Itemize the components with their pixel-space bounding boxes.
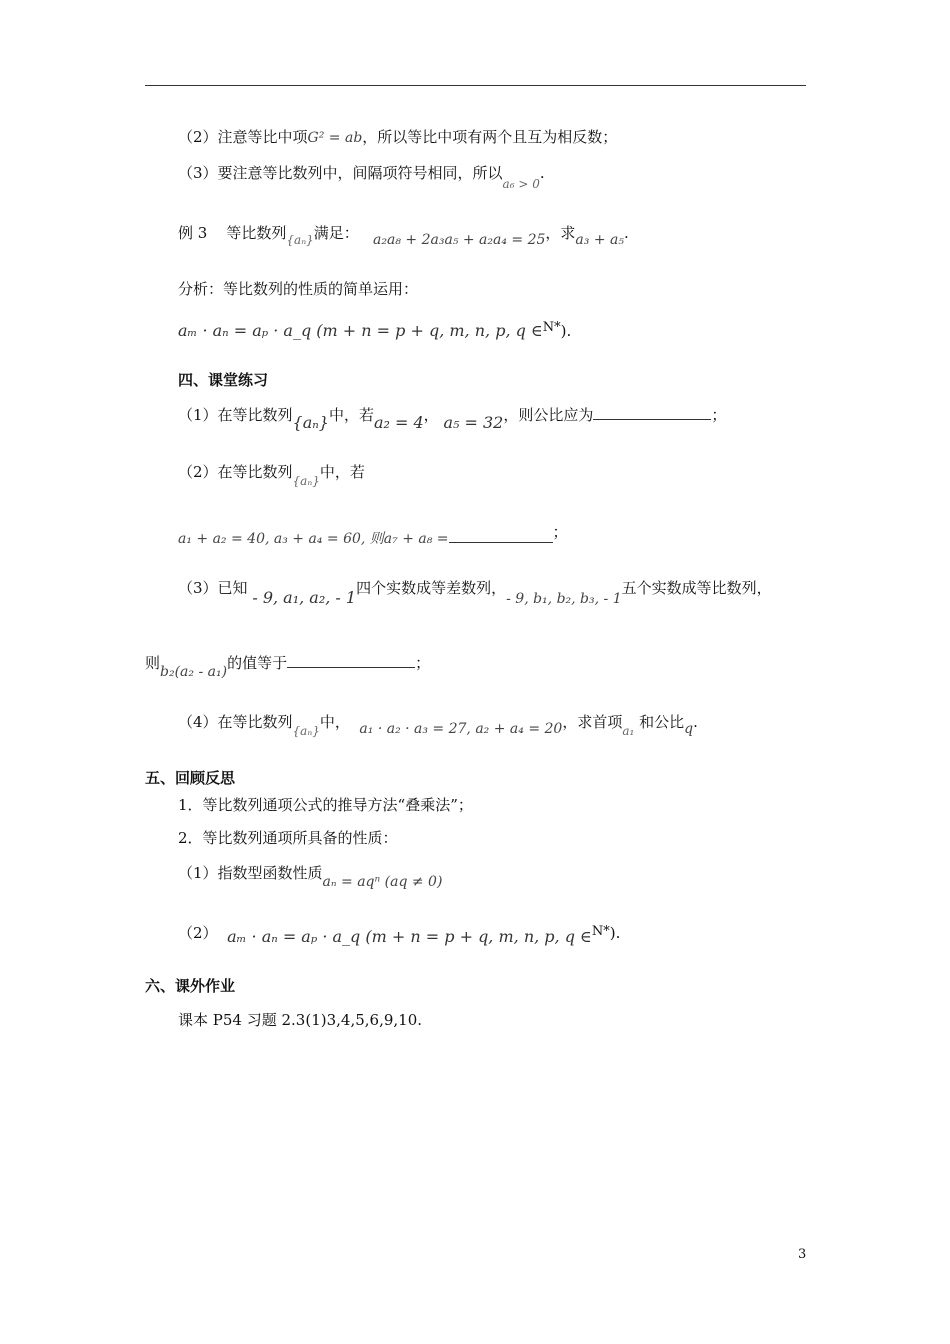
ex3b-math: b₂(a₂ - a₁) (160, 664, 228, 680)
ex3-text3: 五个实数成等比数列， (621, 579, 772, 597)
review-item-1: 1．等比数列通项公式的推导方法“叠乘法”； (178, 796, 473, 814)
example-target: a₃ + a₅ (575, 232, 624, 248)
ex4-math: a₁ · a₂ · a₃ = 27, a₂ + a₄ = 20 (359, 721, 563, 737)
ex3-m1: - 9, a₁, a₂, - 1 (252, 588, 357, 607)
note-3 (178, 163, 545, 191)
property-formula (178, 321, 571, 343)
example-label: 例 3 (178, 224, 208, 242)
ex4-text3: ，求首项 (562, 713, 623, 731)
ex1-sep: ， (423, 406, 439, 424)
review-sub-2 (178, 923, 620, 945)
ex1-text3: ，则公比应为 (503, 406, 594, 424)
ex2-math: a₁ + a₂ = 40, a₃ + a₄ = 60, 则a₇ + a₈ = (178, 531, 449, 547)
header-rule (145, 85, 806, 86)
exercise-1 (178, 405, 727, 432)
ex3-m2: - 9, b₁, b₂, b₃, - 1 (506, 591, 622, 607)
section-4-title: 四、课堂练习 (178, 371, 269, 389)
exercise-3-question (145, 653, 431, 680)
homework-text: 课本 P54 习题 2.3(1)3,4,5,6,9,10. (178, 1011, 422, 1029)
ex3b-text: 则 (145, 654, 161, 672)
exercise-2 (178, 462, 365, 488)
ex1-m2: a₅ = 32 (443, 413, 504, 432)
review-sub1-text: （1）指数型函数性质 (178, 864, 323, 882)
property-set: N* (542, 320, 561, 335)
ex1-m1: a₂ = 4 (373, 413, 424, 432)
exercise-2-condition (178, 523, 568, 549)
ex2-answer-blank[interactable] (449, 528, 553, 543)
ex2-text2: 中，若 (319, 463, 365, 481)
review-sub2-math: aₘ · aₙ = aₚ · a_q (m + n = p + q, m, n, p, q ∈ (227, 927, 592, 946)
ex4-text4: 和公比 (639, 713, 685, 731)
ex1-text: （1）在等比数列 (178, 406, 293, 424)
ex4-m2: a₁ (622, 724, 635, 738)
ex3-text2: 四个实数成等差数列， (356, 579, 507, 597)
analysis (178, 279, 418, 299)
example-seq: {aₙ} (286, 233, 314, 247)
example-3 (178, 223, 629, 248)
example-condition: a₂a₈ + 2a₃a₅ + a₂a₄ = 25 (373, 232, 546, 248)
note-3-math: a₆ > 0 (502, 177, 540, 191)
section-5-title: 五、回顾反思 (145, 769, 236, 787)
ex3b-text2: 的值等于 (227, 654, 288, 672)
page-number: 3 (798, 1247, 807, 1262)
example-text3: ，求 (545, 224, 576, 242)
review-sub1-math: aₙ = aqⁿ (aq ≠ 0) (322, 874, 443, 890)
ex4-text: （4）在等比数列 (178, 713, 293, 731)
ex3-answer-blank[interactable] (287, 653, 415, 668)
ex3-text: （3）已知 (178, 579, 248, 597)
exercise-3 (178, 578, 772, 607)
review-sub-1 (178, 863, 443, 890)
ex1-text2: 中，若 (328, 406, 374, 424)
property-tail: ). (560, 322, 572, 340)
ex4-text2: 中， (319, 713, 350, 731)
ex1-seq: {aₙ} (292, 413, 329, 432)
note-2 (178, 127, 617, 148)
exercise-4 (178, 712, 698, 738)
ex2-text: （2）在等比数列 (178, 463, 293, 481)
review-item-2: 2．等比数列通项所具备的性质： (178, 829, 398, 847)
review-sub2-tail: ). (609, 924, 621, 942)
note-3-text: （3）要注意等比数列中，间隔项符号相同，所以 (178, 164, 503, 182)
review-sub2-set: N* (591, 924, 610, 939)
example-tail: . (623, 224, 629, 242)
section-6-title: 六、课外作业 (145, 977, 236, 995)
ex4-m3: q (684, 721, 694, 737)
property-math: aₘ · aₙ = aₚ · a_q (m + n = p + q, m, n, p, q ∈ (178, 321, 543, 340)
ex4-tail: . (693, 713, 698, 731)
review-sub2-label: （2） (178, 924, 218, 942)
ex4-seq: {aₙ} (292, 724, 320, 738)
example-text: 等比数列 (226, 224, 287, 242)
example-text2: 满足： (313, 224, 359, 242)
ex3b-tail: ； (415, 654, 431, 672)
note-2-tail: ，所以等比中项有两个且互为相反数； (362, 128, 618, 146)
note-3-tail: . (539, 164, 545, 182)
ex2-tail: ； (552, 523, 568, 541)
ex2-seq: {aₙ} (292, 474, 320, 488)
analysis-text: 分析：等比数列的性质的简单运用： (178, 280, 419, 298)
note-2-math: G² = ab (307, 130, 363, 146)
note-2-text: （2）注意等比中项 (178, 128, 308, 146)
ex1-answer-blank[interactable] (593, 405, 711, 420)
ex1-tail: ； (711, 406, 727, 424)
